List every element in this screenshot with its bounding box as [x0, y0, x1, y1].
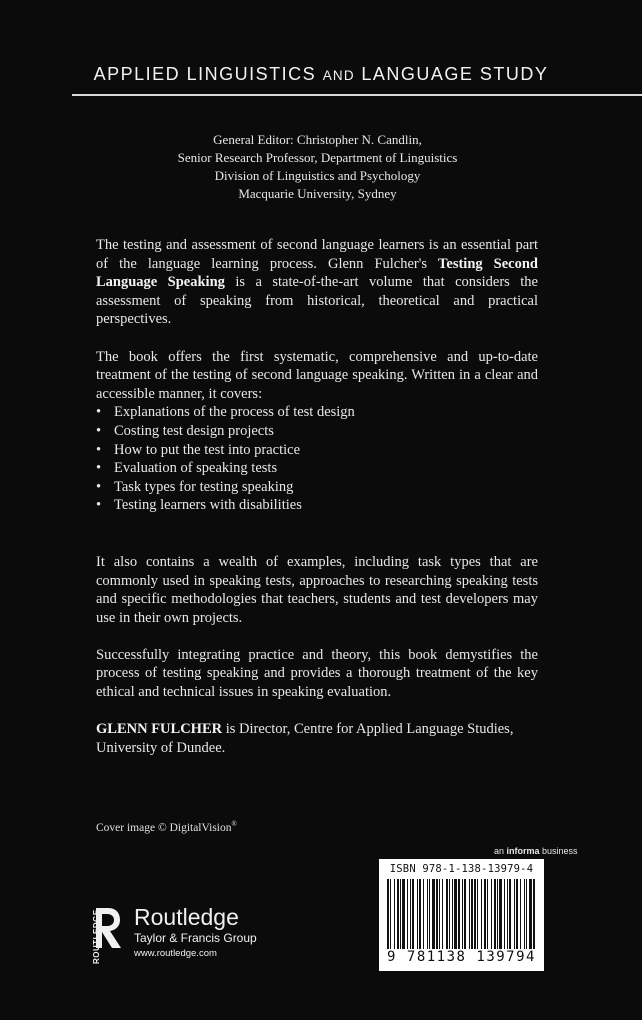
list-item: • Explanations of the process of test design	[96, 403, 538, 422]
blurb-paragraph-1	[96, 236, 538, 329]
informa-suffix: business	[539, 846, 578, 856]
barcode-bar	[410, 879, 411, 949]
author-bio	[96, 720, 538, 757]
barcode-bar	[484, 879, 486, 949]
barcode-bar	[524, 879, 525, 949]
list-item: • Testing learners with disabilities	[96, 496, 538, 515]
series-title	[0, 64, 642, 85]
informa-brand: informa	[506, 846, 540, 856]
barcode-bar	[520, 879, 521, 949]
blurb-p1-text: The testing and assessment of second language learners is an essential part of the language learning process. Glenn Fulcher's	[96, 237, 538, 272]
barcode-bar	[509, 879, 511, 949]
barcode-bar	[387, 879, 389, 949]
publisher-url[interactable]: www.routledge.com	[134, 948, 217, 959]
barcode-bar	[474, 879, 476, 949]
barcode-bar	[529, 879, 532, 949]
informa-tagline	[494, 846, 578, 856]
barcode-bar	[507, 879, 508, 949]
publisher-group: Taylor & Francis Group	[134, 931, 257, 945]
barcode-bar	[487, 879, 488, 949]
barcode-bars	[387, 879, 536, 949]
barcode-bar	[464, 879, 466, 949]
barcode-bar	[491, 879, 492, 949]
cover-credit-text: Cover image © DigitalVision	[96, 821, 232, 834]
list-item: • How to put the test into practice	[96, 441, 538, 460]
book-title: Testing Second Language Speaking	[96, 255, 538, 291]
editor-line-4: Macquarie University, Sydney	[238, 186, 397, 201]
series-word-and: AND	[322, 68, 355, 83]
blurb-p1-text-cont: is a state-of-the-art volume that considers the assessment of speaking from historical, theoretical and practical perspectives.	[96, 274, 538, 328]
barcode-bar	[423, 879, 424, 949]
barcode-bar	[458, 879, 460, 949]
barcode-bar	[497, 879, 498, 949]
blurb-paragraph-3: It also contains a wealth of examples, including task types that are commonly used in speaking tests, approaches to researching speaking tests and specific methodologies that teachers, students and test developers may use in their own projects.	[96, 553, 538, 626]
isbn-digits: 9 781138 139794	[387, 949, 536, 965]
barcode-bar	[526, 879, 527, 949]
series-word-1: APPLIED LINGUISTICS	[93, 64, 317, 84]
barcode-bar	[442, 879, 443, 949]
isbn-barcode	[379, 859, 544, 971]
barcode-bar	[439, 879, 440, 949]
barcode-bar	[394, 879, 395, 949]
barcode-bar	[514, 879, 515, 949]
barcode-bar	[446, 879, 448, 949]
author-name: GLENN FULCHER	[96, 721, 223, 738]
barcode-bar	[417, 879, 418, 949]
barcode-bar	[449, 879, 450, 949]
barcode-bar	[436, 879, 438, 949]
blurb-paragraph-4: Successfully integrating practice and theory, this book demystifies the process of testing speaking and provides a thorough treatment of the key ethical and technical issues in speaking evaluation.	[96, 646, 538, 701]
registered-mark: ®	[231, 820, 237, 828]
author-bio-text: is Director, Centre for Applied Language Studies, University of Dundee.	[96, 721, 514, 756]
publisher-name: Routledge	[134, 904, 239, 930]
routledge-vertical-wordmark: ROUTLEDGE	[92, 909, 101, 964]
barcode-bar	[412, 879, 414, 949]
barcode-bar	[504, 879, 505, 949]
publisher-brand	[134, 905, 257, 959]
barcode-bar	[454, 879, 457, 949]
barcode-bar	[390, 879, 391, 949]
barcode-bar	[400, 879, 401, 949]
list-item: • Costing test design projects	[96, 422, 538, 441]
barcode-bar	[397, 879, 399, 949]
barcode-bar	[471, 879, 473, 949]
barcode-bar	[407, 879, 408, 949]
barcode-bar	[402, 879, 405, 949]
barcode-bar	[499, 879, 502, 949]
blurb-paragraph-2: The book offers the first systematic, comprehensive and up-to-date treatment of the testing of second language speaking. Written in a clear and accessible manner, it covers:	[96, 348, 538, 402]
barcode-bar	[452, 879, 453, 949]
editor-credit	[100, 131, 535, 203]
list-item: • Task types for testing speaking	[96, 478, 538, 497]
barcode-bar	[462, 879, 463, 949]
list-item: • Evaluation of speaking tests	[96, 459, 538, 478]
cover-image-credit	[96, 820, 237, 834]
barcode-bar	[533, 879, 535, 949]
barcode-bar	[429, 879, 430, 949]
topics-list	[96, 403, 538, 515]
barcode-bar	[427, 879, 428, 949]
barcode-bar	[494, 879, 496, 949]
barcode-bar	[419, 879, 421, 949]
editor-line-2: Senior Research Professor, Department of Linguistics	[177, 150, 458, 165]
editor-line-3: Division of Linguistics and Psychology	[214, 168, 421, 183]
blurb	[96, 236, 538, 776]
editor-line-1: General Editor: Christopher N. Candlin,	[213, 132, 422, 147]
series-word-2: LANGUAGE STUDY	[361, 64, 549, 84]
barcode-bar	[481, 879, 482, 949]
barcode-bar	[516, 879, 518, 949]
barcode-bar	[477, 879, 478, 949]
barcode-bar	[469, 879, 470, 949]
informa-prefix: an	[494, 846, 507, 856]
barcode-bar	[432, 879, 435, 949]
isbn-label: ISBN 978-1-138-13979-4	[389, 863, 534, 875]
series-rule	[72, 94, 642, 96]
